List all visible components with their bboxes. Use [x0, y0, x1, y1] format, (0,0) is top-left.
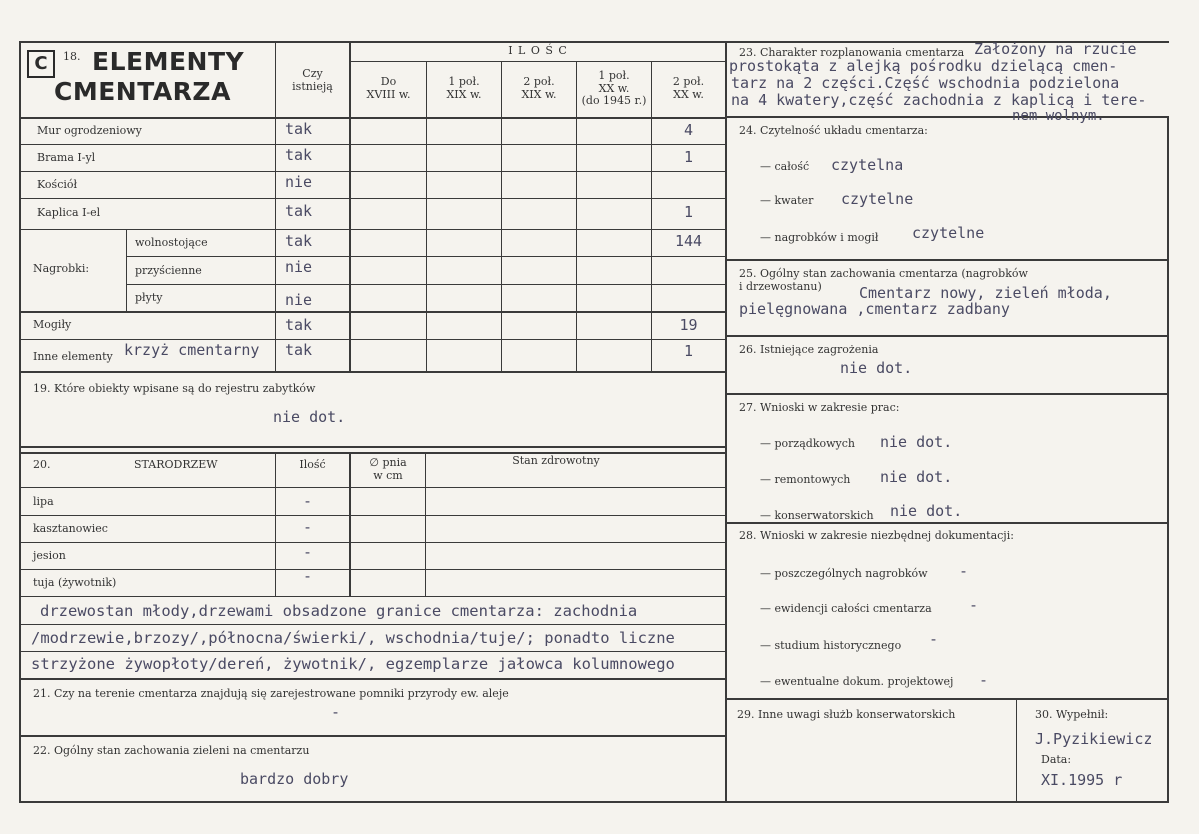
nagrobki-label: Nagrobki:	[33, 262, 90, 275]
element-count: 1	[683, 148, 694, 166]
answer-19: nie dot.	[273, 408, 346, 426]
filled-by-name: J.Pyzikiewicz	[1035, 730, 1153, 748]
period-text: 1 poł.	[448, 75, 480, 88]
legibility-value: czytelna	[831, 156, 904, 174]
column-header-health: Stan zdrowotny	[512, 454, 600, 467]
rule	[19, 569, 725, 570]
works-value: nie dot.	[890, 502, 963, 520]
rule	[19, 41, 725, 43]
rule	[19, 452, 725, 454]
legibility-label: — całość	[760, 160, 810, 173]
rule	[19, 371, 725, 373]
rule	[19, 542, 725, 543]
rule	[19, 446, 725, 448]
date-value: XI.1995 r	[1041, 771, 1123, 789]
column-header-text: istnieją	[292, 79, 333, 93]
element-exists: tak	[285, 120, 313, 138]
period-text: 2 poł.	[523, 75, 555, 88]
section-20-number: 20.	[33, 458, 51, 471]
rule	[725, 393, 1169, 395]
rule	[19, 678, 725, 680]
documentation-label: — poszczególnych nagrobków	[760, 567, 928, 580]
rule	[19, 171, 725, 172]
period-text: XX w.	[598, 81, 630, 95]
period-text: 1 poł.	[598, 69, 630, 82]
works-label: — remontowych	[760, 473, 851, 486]
answer-23-line: prostokąta z alejką pośrodku dzielącą cmen-	[729, 57, 1118, 75]
rule	[19, 515, 725, 516]
column-header-diameter	[351, 457, 425, 482]
tree-label: tuja (żywotnik)	[33, 576, 117, 589]
rule	[19, 144, 725, 145]
tree-notes-line: strzyżone żywopłoty/dereń, żywotnik/, egzemplarze jałowca kolumnowego	[31, 655, 675, 673]
element-label: Kaplica I-el	[37, 206, 101, 219]
rule	[19, 596, 725, 597]
question-26: 26. Istniejące zagrożenia	[739, 343, 879, 356]
documentation-label: — ewentualne dokum. projektowej	[760, 675, 954, 688]
works-label: — porządkowych	[760, 437, 855, 450]
documentation-label: — ewidencji całości cmentarza	[760, 602, 932, 615]
question-text: 25. Ogólny stan zachowania cmentarza (nagrobków	[739, 267, 1028, 280]
column-header-text: w cm	[373, 468, 403, 482]
rule	[19, 229, 725, 230]
question-19: 19. Które obiekty wpisane są do rejestru zabytków	[33, 382, 316, 395]
section-title-line1: ELEMENTY	[92, 47, 245, 76]
answer-21: -	[331, 703, 341, 721]
answer-22: bardzo dobry	[240, 770, 349, 788]
documentation-value: -	[929, 630, 939, 648]
period-text: XIX w.	[446, 87, 482, 101]
other-element-value: krzyż cmentarny	[124, 341, 260, 359]
rule	[725, 335, 1169, 337]
rule	[126, 284, 725, 285]
tree-count: -	[302, 492, 313, 510]
rule	[19, 311, 725, 313]
section-title-line2: CMENTARZA	[54, 77, 231, 106]
period-text: XVIII w.	[366, 87, 411, 101]
column-header-exists	[276, 68, 349, 93]
period-text: 2 poł.	[672, 75, 705, 88]
answer-23-line: nem wolnym.	[1012, 108, 1105, 124]
legibility-label: — nagrobków i mogił	[760, 231, 879, 244]
rule	[19, 339, 725, 340]
element-exists: tak	[285, 146, 313, 164]
column-header-count: Ilość	[299, 458, 326, 471]
period-text: (do 1945 r.)	[581, 94, 647, 108]
rule	[19, 651, 725, 652]
rule	[425, 452, 426, 596]
period-header	[351, 76, 426, 101]
column-header-text: Czy	[302, 67, 323, 80]
question-23: 23. Charakter rozplanowania cmentarza	[739, 46, 965, 59]
element-count: 1	[683, 342, 694, 360]
rule	[126, 256, 725, 257]
documentation-value: -	[979, 671, 989, 689]
element-label: Brama I-yl	[37, 151, 96, 164]
works-value: nie dot.	[880, 468, 953, 486]
element-label: Kościół	[37, 178, 78, 191]
works-value: nie dot.	[880, 433, 953, 451]
documentation-value: -	[959, 562, 969, 580]
period-text: XIX w.	[521, 87, 557, 101]
column-header-quantity: I L O Ś C	[508, 44, 568, 57]
element-label: Mogiły	[33, 318, 72, 331]
nagrobki-type: płyty	[135, 291, 163, 304]
nagrobki-type: wolnostojące	[135, 236, 208, 249]
question-21: 21. Czy na terenie cmentarza znajdują się zarejestrowane pomniki przyrody ew. aleje	[33, 687, 509, 700]
period-header	[652, 76, 725, 101]
answer-23-line: Założony na rzucie	[974, 40, 1137, 58]
rule	[19, 735, 725, 737]
element-exists: nie	[285, 291, 313, 309]
tree-count: -	[302, 518, 313, 536]
rule	[426, 62, 427, 372]
rule	[19, 198, 725, 199]
column-header-text: ∅ pnia	[369, 456, 407, 469]
element-exists: tak	[285, 316, 313, 334]
rule	[1016, 700, 1017, 802]
legibility-value: czytelne	[841, 190, 914, 208]
rule	[19, 117, 725, 119]
section-20-title: STARODRZEW	[134, 458, 218, 471]
element-label: Inne elementy	[33, 350, 113, 363]
rule	[19, 41, 21, 803]
tree-count: -	[302, 543, 313, 561]
tree-label: jesion	[33, 549, 66, 562]
rule	[725, 698, 1169, 700]
tree-label: lipa	[33, 495, 54, 508]
rule	[19, 624, 725, 625]
documentation-value: -	[969, 596, 979, 614]
answer-23-line: na 4 kwatery,część zachodnia z kaplicą i tere-	[731, 91, 1147, 109]
period-text: Do	[380, 75, 397, 88]
element-count: 19	[679, 316, 698, 334]
element-exists: tak	[285, 232, 313, 250]
rule	[19, 487, 725, 488]
rule	[351, 61, 725, 62]
answer-25-line: Cmentarz nowy, zieleń młoda,	[859, 284, 1112, 302]
period-header	[577, 70, 651, 108]
tree-count: -	[302, 567, 313, 585]
question-27: 27. Wnioski w zakresie prac:	[739, 401, 900, 414]
period-header	[502, 76, 576, 101]
question-29: 29. Inne uwagi służb konserwatorskich	[737, 708, 956, 721]
question-28: 28. Wnioski w zakresie niezbędnej dokumentacji:	[739, 529, 1014, 542]
answer-25-line: pielęgnowana ,cmentarz zadbany	[739, 300, 1010, 318]
period-text: XX w.	[673, 87, 704, 101]
tree-label: kasztanowiec	[33, 522, 108, 535]
section-letter-box: C	[27, 50, 55, 78]
filled-by-label: 30. Wypełnił:	[1035, 708, 1109, 721]
element-exists: tak	[285, 341, 313, 359]
rule	[501, 62, 502, 372]
element-count: 4	[683, 121, 694, 139]
date-label: Data:	[1041, 753, 1072, 766]
nagrobki-type: przyściennе	[135, 264, 202, 277]
tree-notes-line: /modrzewie,brzozy/,północna/świerki/, wschodnia/tuje/; ponadto liczne	[31, 629, 675, 647]
element-exists: nie	[285, 173, 313, 191]
element-exists: nie	[285, 258, 313, 276]
element-label: Mur ogrodzeniowy	[37, 124, 142, 137]
rule	[19, 801, 1169, 803]
element-count: 144	[674, 232, 703, 250]
answer-23-line: tarz na 2 części.Część wschodnia podzielona	[731, 74, 1120, 92]
rule	[725, 259, 1169, 261]
works-label: — konserwatorskich	[760, 509, 874, 522]
element-exists: tak	[285, 202, 313, 220]
question-22: 22. Ogólny stan zachowania zieleni na cmentarzu	[33, 744, 310, 757]
documentation-label: — studium historycznego	[760, 639, 902, 652]
period-header	[427, 76, 501, 101]
answer-26: nie dot.	[840, 359, 913, 377]
question-text: i drzewostanu)	[739, 279, 822, 293]
rule	[576, 62, 577, 372]
rule	[126, 230, 127, 312]
question-24: 24. Czytelność układu cmentarza:	[739, 124, 928, 137]
legibility-value: czytelne	[912, 224, 985, 242]
legibility-label: — kwater	[760, 194, 814, 207]
section-number: 18.	[63, 50, 81, 63]
tree-notes-line: drzewostan młody,drzewami obsadzone granice cmentarza: zachodnia	[40, 602, 638, 620]
element-count: 1	[683, 203, 694, 221]
rule	[725, 41, 727, 803]
